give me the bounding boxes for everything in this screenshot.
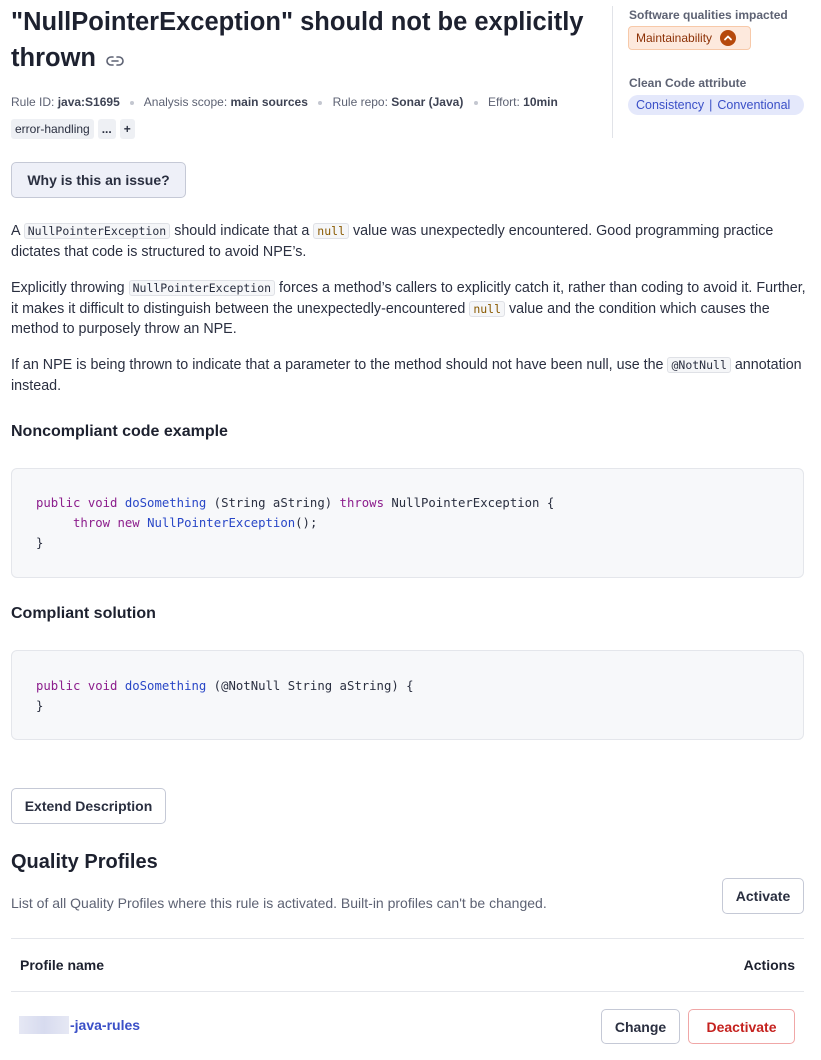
inline-code: null	[469, 301, 505, 317]
attribute-value: Conventional	[717, 98, 791, 112]
deactivate-button[interactable]: Deactivate	[688, 1009, 795, 1044]
separator-dot	[318, 101, 322, 105]
compliant-code-block: public void doSomething (@NotNull String aString) { }	[11, 650, 804, 740]
activate-button[interactable]: Activate	[722, 878, 804, 914]
maintainability-label: Maintainability	[636, 31, 713, 45]
description-paragraph-1: A NullPointerException should indicate that a null value was unexpectedly encountered. Good programming practice dictates that code is structured to avoid NPE’s.	[11, 223, 774, 260]
clean-code-attribute-badge[interactable]	[628, 95, 804, 115]
scope-label: Analysis scope:	[143, 95, 228, 109]
profile-link[interactable]	[19, 1016, 140, 1034]
clean-code-heading: Clean Code attribute	[629, 76, 747, 90]
repo-label: Rule repo:	[332, 95, 388, 109]
link-icon[interactable]	[106, 41, 124, 77]
noncompliant-code-block: public void doSomething (String aString) throws NullPointerException { throw new NullPointerException(); }	[11, 468, 804, 578]
profile-name[interactable]: -java-rules	[70, 1017, 141, 1033]
description-paragraph-3: If an NPE is being thrown to indicate that a parameter to the method should not have been null, use the @NotNull annotation instead.	[11, 357, 802, 394]
rule-metadata	[11, 95, 558, 109]
redacted-text	[19, 1016, 69, 1034]
tag-add-button[interactable]: +	[120, 119, 135, 139]
vertical-divider	[612, 6, 613, 138]
why-is-this-an-issue-tab[interactable]: Why is this an issue?	[11, 162, 186, 198]
scope-value: main sources	[230, 95, 308, 109]
software-qualities-heading: Software qualities impacted	[629, 8, 788, 22]
severity-high-icon	[720, 30, 736, 46]
inline-code: NullPointerException	[24, 223, 170, 239]
tag-list	[11, 119, 135, 139]
compliant-heading: Compliant solution	[11, 605, 156, 622]
attribute-separator: |	[709, 98, 713, 112]
rule-id-label: Rule ID:	[11, 95, 55, 109]
change-button[interactable]: Change	[601, 1009, 680, 1044]
quality-profiles-description: List of all Quality Profiles where this rule is activated. Built-in profiles can't be changed.	[11, 895, 547, 911]
maintainability-badge[interactable]	[628, 26, 751, 50]
tag-more[interactable]: ...	[98, 119, 116, 139]
table-top-divider	[11, 938, 804, 939]
separator-dot	[474, 101, 478, 105]
separator-dot	[130, 101, 134, 105]
repo-value: Sonar (Java)	[391, 95, 464, 109]
tag-error-handling[interactable]: error-handling	[11, 119, 94, 139]
noncompliant-heading: Noncompliant code example	[11, 423, 228, 440]
attribute-category: Consistency	[636, 98, 705, 112]
inline-code: NullPointerException	[129, 280, 275, 296]
inline-code: null	[313, 223, 349, 239]
column-header-actions: Actions	[743, 957, 795, 973]
column-header-profile-name: Profile name	[20, 957, 105, 973]
quality-profiles-title: Quality Profiles	[11, 851, 158, 873]
effort-label: Effort:	[488, 95, 520, 109]
effort-value: 10min	[523, 95, 558, 109]
table-header-divider	[11, 991, 804, 992]
rule-id: java:S1695	[57, 95, 120, 109]
rule-title: "NullPointerException" should not be explicitly thrown	[11, 4, 591, 77]
description-paragraph-2: Explicitly throwing NullPointerException forces a method’s callers to explicitly catch it, rather than coding to avoid it. Further, it makes it difficult to distinguish between the unexpectedly-encountered null value and the condition which causes the method to purposely throw an NPE.	[11, 280, 806, 338]
extend-description-button[interactable]: Extend Description	[11, 788, 166, 824]
inline-code: @NotNull	[667, 357, 730, 373]
